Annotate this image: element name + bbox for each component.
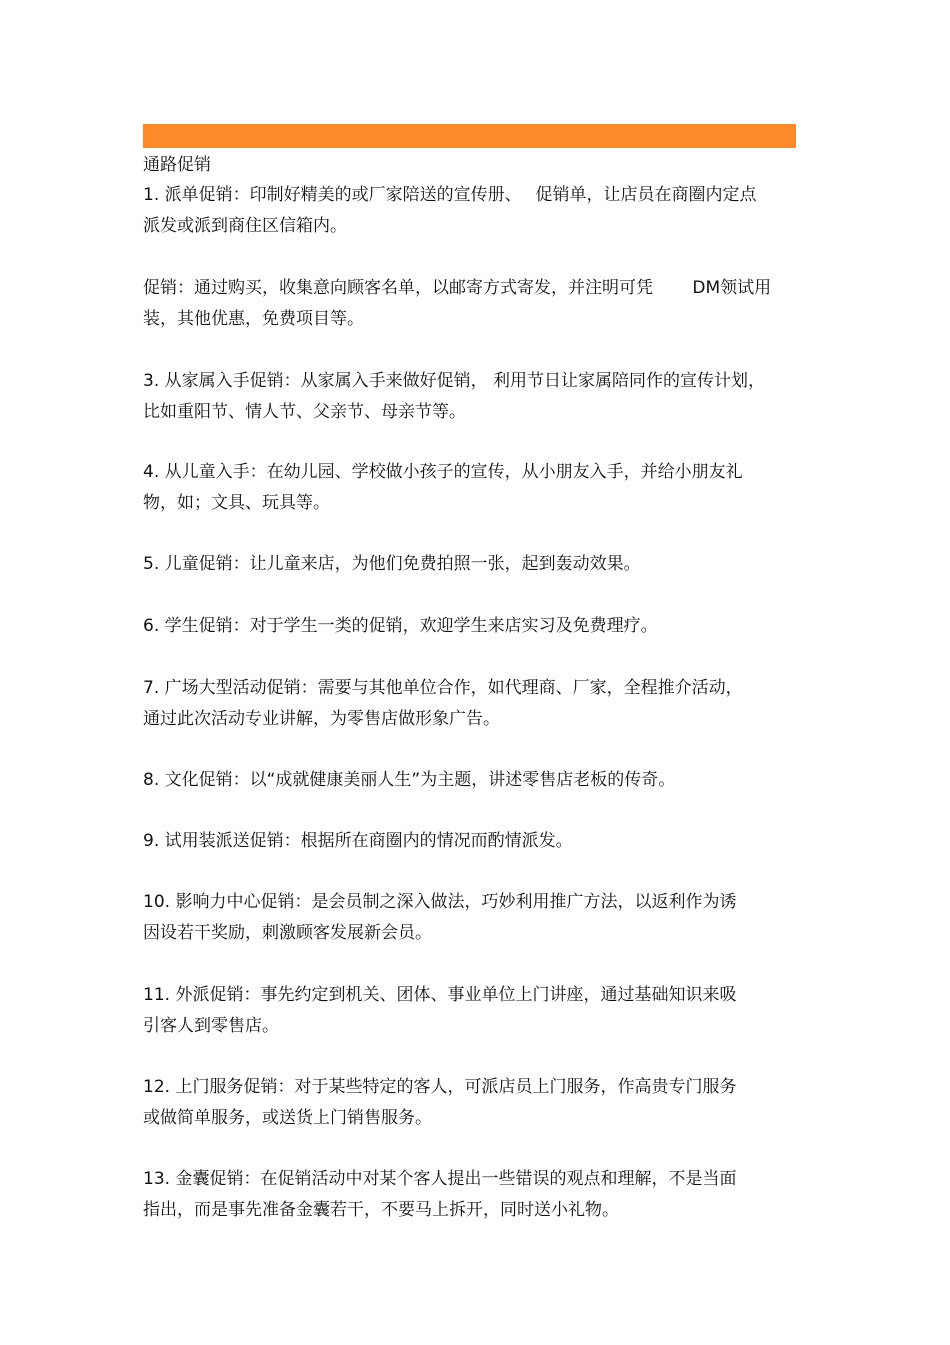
paragraph-line: 8. 文化促销：以“成就健康美丽人生”为主题，讲述零售店老板的传奇。 (143, 770, 676, 790)
paragraph (143, 457, 808, 519)
paragraph (143, 273, 808, 335)
orange-header-bar (143, 124, 796, 148)
paragraph-line: 5. 儿童促销：让儿童来店，为他们免费拍照一张，起到轰动效果。 (143, 554, 641, 574)
paragraph-line: 1. 派单促销：印制好精美的或厂家陪送的宣传册、 促销单，让店员在商圈内定点 (143, 185, 757, 205)
paragraph (143, 549, 808, 580)
paragraph-line: 派发或派到商住区信箱内。 (143, 216, 347, 236)
paragraph (143, 980, 808, 1042)
paragraph (143, 1164, 808, 1226)
paragraph-line: 9. 试用装派送促销：根据所在商圈内的情况而酌情派发。 (143, 831, 573, 851)
paragraph (143, 1072, 808, 1134)
paragraph-line: 物，如；文具、玩具等。 (143, 493, 330, 513)
paragraph (143, 887, 808, 949)
paragraph-line: 装，其他优惠，免费项目等。 (143, 309, 364, 329)
paragraph-line: 4. 从儿童入手：在幼儿园、学校做小孩子的宣传，从小朋友入手，并给小朋友礼 (143, 462, 743, 482)
paragraph-line: 指出，而是事先准备金囊若干，不要马上拆开，同时送小礼物。 (143, 1200, 619, 1220)
paragraph-line: 10. 影响力中心促销：是会员制之深入做法，巧妙利用推广方法，以返利作为诱 (143, 892, 737, 912)
paragraph-line: 11. 外派促销：事先约定到机关、团体、事业单位上门讲座，通过基础知识来吸 (143, 985, 737, 1005)
document-title: 通路促销 (143, 155, 211, 175)
paragraph (143, 826, 808, 857)
paragraph-line: 引客人到零售店。 (143, 1016, 279, 1036)
paragraph-line: 7. 广场大型活动促销：需要与其他单位合作，如代理商、厂家，全程推介活动， (143, 678, 743, 698)
paragraph-line: 促销：通过购买，收集意向顾客名单，以邮寄方式寄发，并注明可凭 DM领试用 (143, 278, 772, 298)
paragraph-line: 3. 从家属入手促销：从家属入手来做好促销， 利用节日让家属陪同作的宣传计划， (143, 371, 766, 391)
paragraph (143, 673, 808, 735)
paragraph-line: 6. 学生促销：对于学生一类的促销，欢迎学生来店实习及免费理疗。 (143, 616, 658, 636)
paragraph-line: 通过此次活动专业讲解，为零售店做形象广告。 (143, 709, 500, 729)
paragraph (143, 366, 808, 428)
paragraph-line: 13. 金囊促销：在促销活动中对某个客人提出一些错误的观点和理解，不是当面 (143, 1169, 737, 1189)
paragraph (143, 180, 808, 242)
paragraph-line: 12. 上门服务促销：对于某些特定的客人，可派店员上门服务，作高贵专门服务 (143, 1077, 737, 1097)
paragraph-line: 或做简单服务，或送货上门销售服务。 (143, 1108, 432, 1128)
paragraph-line: 因设若干奖励，刺激顾客发展新会员。 (143, 923, 432, 943)
paragraph (143, 611, 808, 642)
paragraph-line: 比如重阳节、情人节、父亲节、母亲节等。 (143, 402, 466, 422)
paragraph (143, 765, 808, 796)
